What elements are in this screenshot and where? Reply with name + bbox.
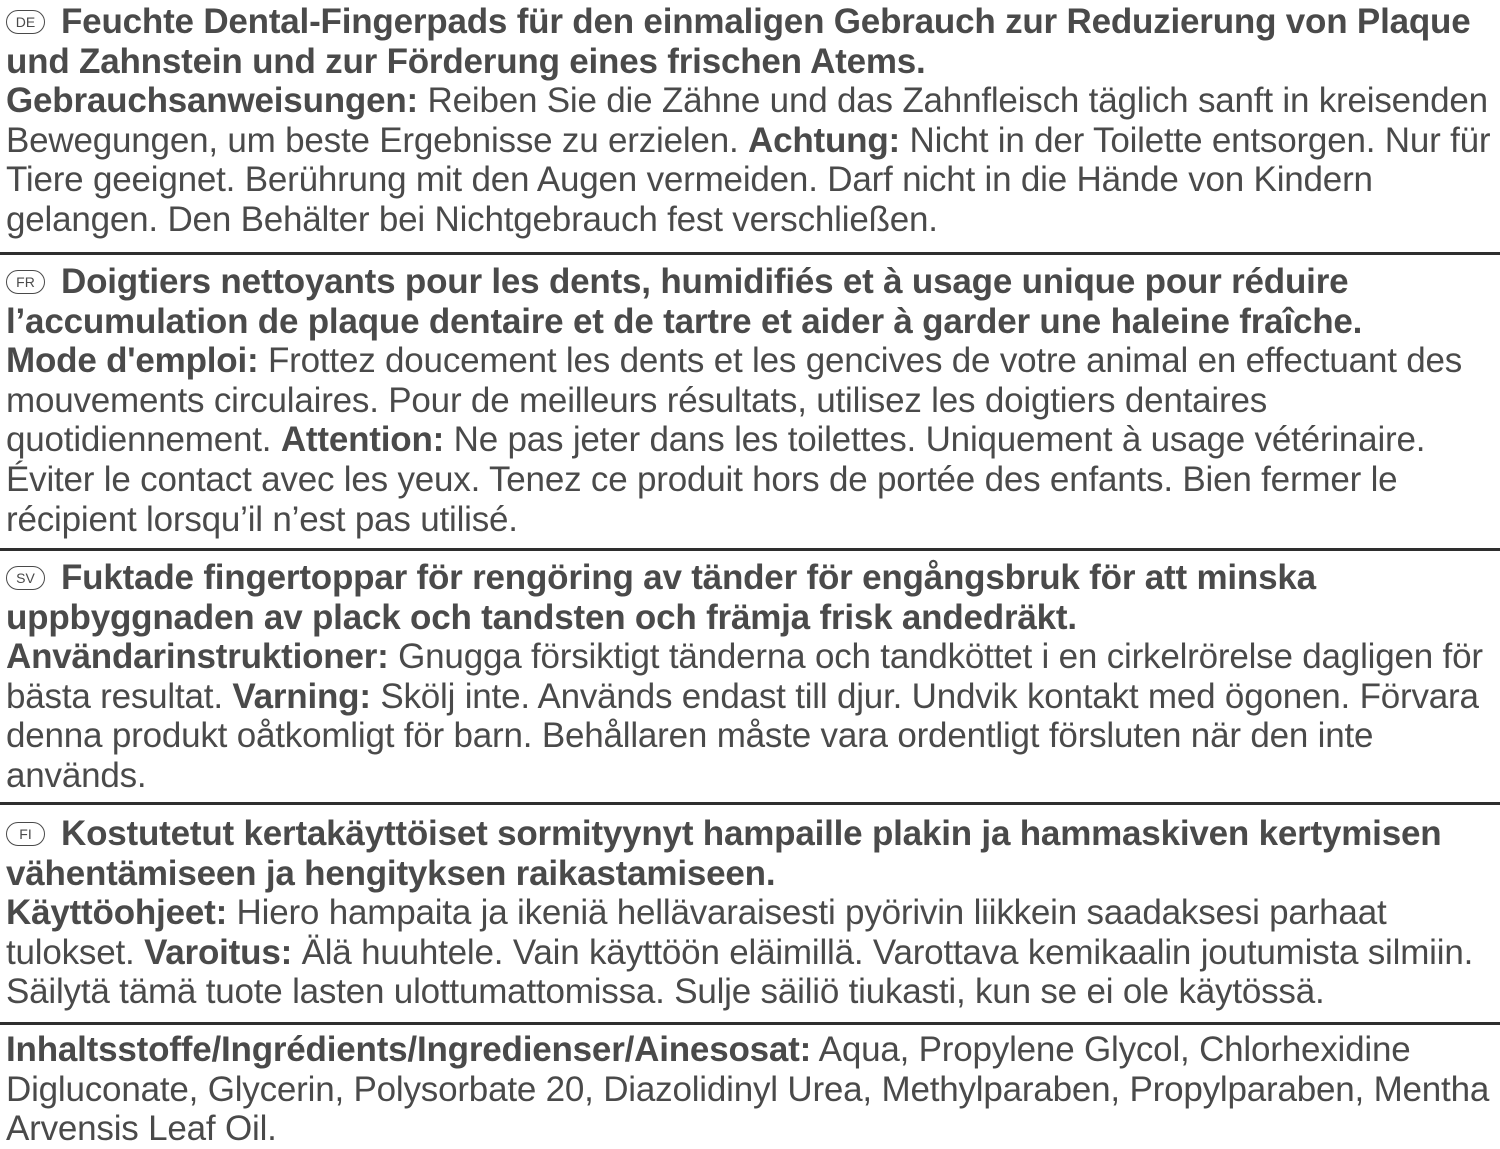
divider: [0, 1022, 1500, 1025]
section-ingredients: [6, 1030, 1500, 1149]
section-title-fi: Kostutetut kertakäyttöiset sormityynyt hampaille plakin ja hammaskiven kertymisen vähentämiseen ja hengityksen raikastamiseen.: [6, 814, 1442, 893]
ingredients-text: Aqua, Propylene Glycol, Chlorhexidine Digluconate, Glycerin, Polysorbate 20, Diazolidinyl Urea, Methylparaben, Propylparaben, Mentha Arvensis Leaf Oil.: [6, 1030, 1490, 1149]
section-fr: [6, 262, 1500, 539]
divider: [0, 548, 1500, 551]
warning-text-fi: Älä huuhtele. Vain käyttöön eläimillä. Varottava kemikaalin joutumista silmiin. Säilytä tämä tuote lasten ulottumattomissa. Sulje säiliö tiukasti, kun se ei ole käytössä.: [6, 932, 1474, 1012]
warning-label-fr: Attention:: [280, 420, 445, 460]
instructions-text-sv: Gnugga försiktigt tänderna och tandköttet i en cirkelrörelse dagligen för bästa resultat.: [6, 637, 1483, 716]
section-fi: [6, 814, 1500, 1012]
warning-label-fi: Varoitus:: [144, 932, 293, 972]
language-badge-sv: SV: [6, 566, 45, 590]
instructions-text-fi: Hiero hampaita ja ikeniä hellävaraisesti pyörivin liikkein saadaksesi parhaat tulokset.: [6, 893, 1387, 972]
divider: [0, 802, 1500, 805]
ingredients-label: Inhaltsstoffe/Ingrédients/Ingredienser/Ainesosat:: [6, 1030, 812, 1069]
instructions-label-fr: Mode d'emploi:: [6, 341, 259, 381]
section-title-fr: Doigtiers nettoyants pour les dents, humidifiés et à usage unique pour réduire l’accumulation de plaque dentaire et de tartre et aider à garder une haleine fraîche.: [6, 262, 1363, 341]
section-de: [6, 2, 1500, 240]
section-title-sv: Fuktade fingertoppar för rengöring av tänder för engångsbruk för att minska uppbyggnaden av plack och tandsten och främja frisk andedräkt.: [6, 558, 1316, 637]
instructions-label-de: Gebrauchsanweisungen:: [6, 81, 419, 121]
warning-text-fr: Ne pas jeter dans les toilettes. Uniquement à usage vétérinaire. Éviter le contact avec les yeux. Tenez ce produit hors de portée des enfants. Bien fermer le récipient lorsqu’il n’est pas utilisé.: [6, 420, 1426, 539]
product-label: [6, 0, 1496, 1147]
instructions-label-sv: Användarinstruktioner:: [6, 637, 389, 677]
warning-label-de: Achtung:: [748, 120, 900, 160]
instructions-text-de: Reiben Sie die Zähne und das Zahnfleisch täglich sanft in kreisenden Bewegungen, um beste Ergebnisse zu erzielen.: [6, 81, 1488, 160]
instructions-label-fi: Käyttöohjeet:: [6, 893, 228, 933]
language-badge-fr: FR: [6, 270, 45, 294]
instructions-text-fr: Frottez doucement les dents et les gencives de votre animal en effectuant des mouvements circulaires. Pour de meilleurs résultats, utilisez les doigtiers dentaires quotidiennement.: [6, 341, 1463, 460]
warning-label-sv: Varning:: [232, 676, 371, 716]
section-title-de: Feuchte Dental-Fingerpads für den einmaligen Gebrauch zur Reduzierung von Plaque und Zahnstein und zur Förderung eines frischen Atems.: [6, 2, 1471, 81]
warning-text-sv: Skölj inte. Används endast till djur. Undvik kontakt med ögonen. Förvara denna produkt oåtkomligt för barn. Behållaren måste vara ordentligt försluten när den inte används.: [6, 676, 1479, 795]
language-badge-de: DE: [6, 10, 45, 34]
section-sv: [6, 558, 1500, 796]
divider: [0, 252, 1500, 255]
warning-text-de: Nicht in der Toilette entsorgen. Nur für Tiere geeignet. Berührung mit den Augen vermeiden. Darf nicht in die Hände von Kindern gelangen. Den Behälter bei Nichtgebrauch fest verschließen.: [6, 120, 1491, 239]
language-badge-fi: FI: [6, 822, 45, 846]
